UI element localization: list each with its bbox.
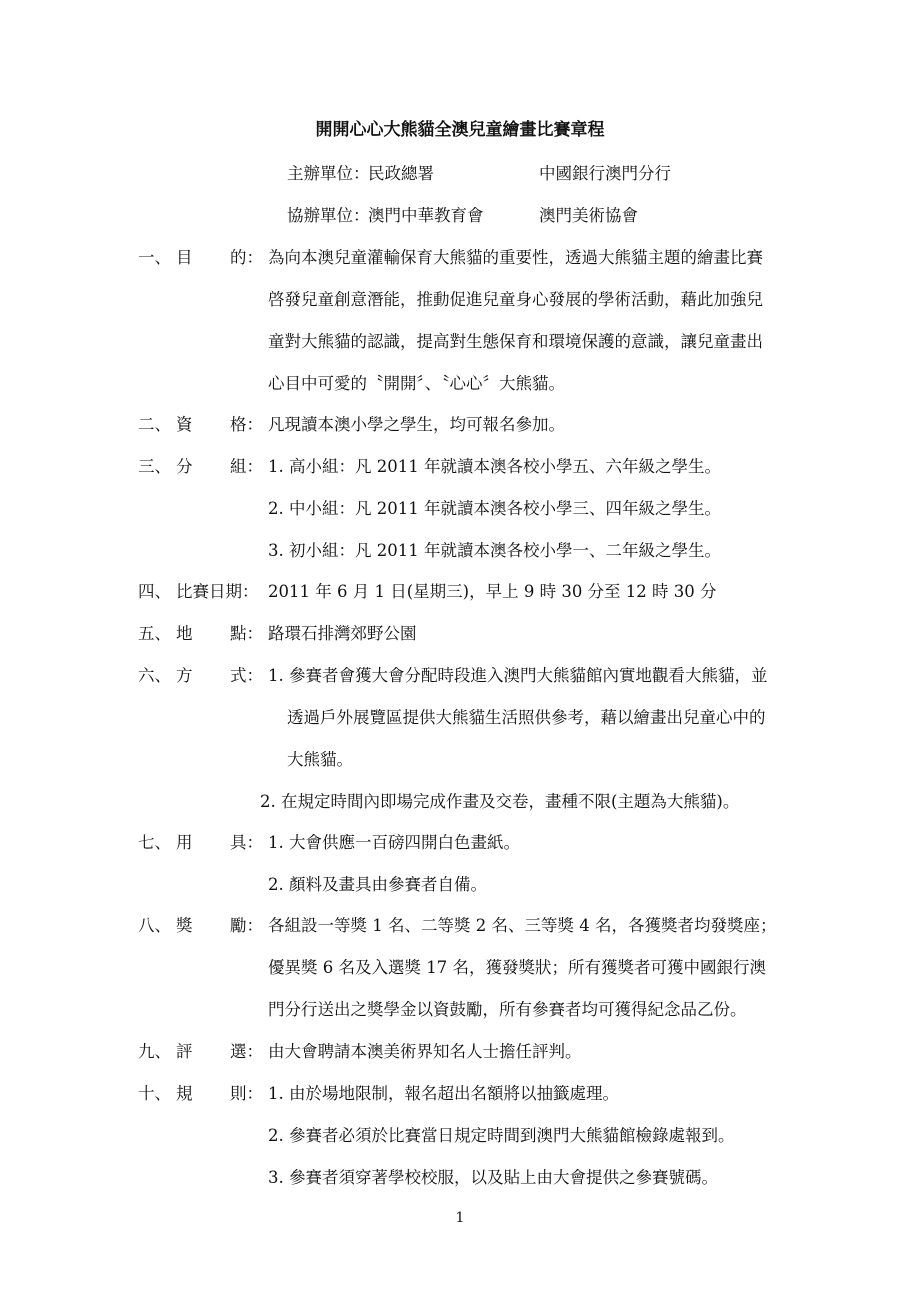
section-1-line: 心目中可愛的〝開開〞、〝心心〞大熊貓。 — [268, 374, 565, 393]
section-9-label: 九、 評 選： — [138, 1042, 263, 1061]
section-8-label: 八、 獎 勵： — [138, 916, 263, 935]
section-1-line: 為向本澳兒童灌輸保育大熊貓的重要性，透過大熊貓主題的繪畫比賽 — [268, 248, 763, 267]
section-6-label: 六、 方 式： — [138, 666, 263, 685]
host-label: 主辦單位： — [287, 164, 370, 183]
section-10-line: 2. 參賽者必須於比賽當日規定時間到澳門大熊貓館檢錄處報到。 — [268, 1126, 735, 1145]
section-8-line: 各組設一等獎 1 名、二等獎 2 名、三等獎 4 名，各獲獎者均發獎座； — [268, 916, 777, 935]
section-4-label: 四、 比賽日期： — [138, 582, 259, 601]
host-org-2: 中國銀行澳門分行 — [539, 164, 671, 183]
section-10-line: 3. 參賽者須穿著學校校服，以及貼上由大會提供之參賽號碼。 — [268, 1168, 718, 1187]
section-3-line: 1. 高小組：凡 2011 年就讀本澳各校小學五、六年級之學生。 — [268, 457, 721, 476]
co-label: 協辦單位： — [287, 206, 370, 225]
section-6-line: 2. 在規定時間內即場完成作畫及交卷，畫種不限(主題為大熊貓)。 — [260, 792, 740, 811]
section-5-line: 路環石排灣郊野公園 — [268, 624, 417, 643]
section-7-label: 七、 用 具： — [138, 833, 263, 852]
section-2-label: 二、 資 格： — [138, 415, 263, 434]
section-10-label: 十、 規 則： — [138, 1084, 263, 1103]
co-org-1: 澳門中華教育會 — [368, 206, 484, 225]
section-4-line: 2011 年 6 月 1 日(星期三)，早上 9 時 30 分至 12 時 30 分 — [268, 582, 717, 601]
section-1-label: 一、 目 的： — [138, 246, 268, 270]
host-org-1: 民政總署 — [368, 164, 434, 183]
section-9-line: 由大會聘請本澳美術界知名人士擔任評判。 — [268, 1042, 582, 1061]
document-title: 開開心心大熊貓全澳兒童繪畫比賽章程 — [315, 120, 605, 140]
section-6-line: 大熊貓。 — [287, 750, 353, 769]
co-org-2: 澳門美術協會 — [539, 206, 638, 225]
section-10-line: 1. 由於場地限制，報名超出名額將以抽籤處理。 — [268, 1084, 619, 1103]
section-5-label: 五、 地 點： — [138, 624, 263, 643]
page-number: 1 — [455, 1210, 465, 1226]
section-1-line: 啓發兒童創意潛能，推動促進兒童身心發展的學術活動，藉此加強兒 — [268, 290, 763, 309]
section-7-line: 1. 大會供應一百磅四開白色畫紙。 — [268, 833, 520, 852]
section-8-line: 門分行送出之獎學金以資鼓勵，所有參賽者均可獲得紀念品乙份。 — [268, 1000, 747, 1019]
section-6-line: 透過戶外展覽區提供大熊貓生活照供參考，藉以繪畫出兒童心中的 — [287, 708, 766, 727]
section-3-line: 2. 中小組：凡 2011 年就讀本澳各校小學三、四年級之學生。 — [268, 499, 721, 518]
section-6-line: 1. 參賽者會獲大會分配時段進入澳門大熊貓館內實地觀看大熊貓，並 — [268, 666, 768, 685]
section-7-line: 2. 顏料及畫具由參賽者自備。 — [268, 875, 487, 894]
section-3-line: 3. 初小組：凡 2011 年就讀本澳各校小學一、二年級之學生。 — [268, 541, 721, 560]
section-3-label: 三、 分 組： — [138, 457, 263, 476]
section-8-line: 優異獎 6 名及入選獎 17 名，獲發獎狀；所有獲獎者可獲中國銀行澳 — [268, 958, 766, 977]
section-2-line: 凡現讀本澳小學之學生，均可報名參加。 — [268, 415, 565, 434]
section-1-line: 童對大熊貓的認識，提高對生態保育和環境保護的意識，讓兒童畫出 — [268, 332, 763, 351]
section-number: 一、 — [138, 248, 171, 267]
